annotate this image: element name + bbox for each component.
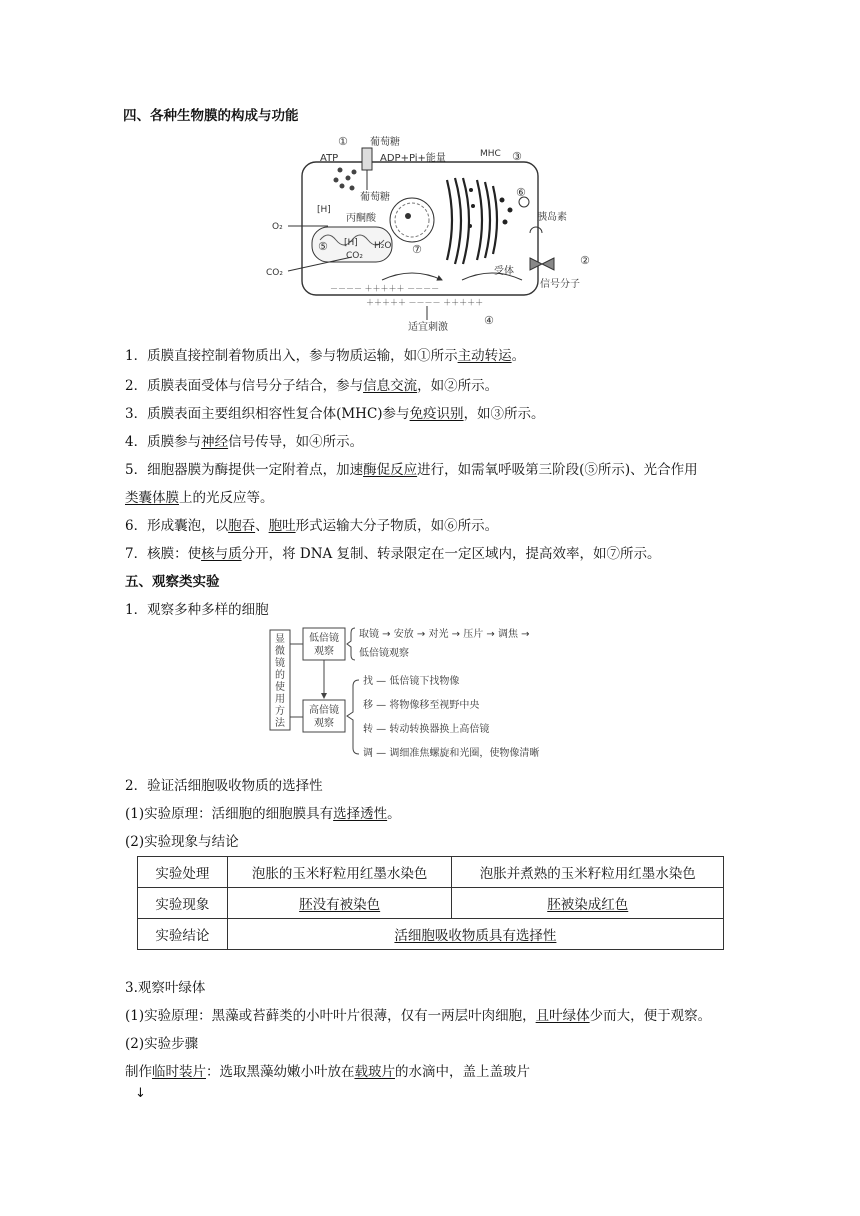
label-glucose-mid: 葡萄糖	[360, 192, 390, 203]
table-row: 实验处理 泡胀的玉米籽粒用红墨水染色 泡胀并煮熟的玉米籽粒用红墨水染色	[138, 857, 724, 888]
high-step-3: 转 — 转动转换器换上高倍镜	[363, 724, 490, 735]
label-n3: ③	[512, 150, 522, 163]
label-pyruvate: 丙酮酸	[346, 213, 376, 224]
label-n2: ②	[580, 254, 590, 267]
label-atp: ATP	[320, 153, 339, 164]
low-steps: 取镜 → 安放 → 对光 → 压片 → 调焦 →	[359, 629, 530, 640]
svg-text:方: 方	[275, 706, 285, 717]
svg-text:镜: 镜	[275, 658, 285, 669]
subsection-2: 2．验证活细胞吸收物质的选择性	[125, 778, 323, 794]
item-5-line1: 5．细胞器膜为酶提供一定附着点，加速酶促反应进行，如需氧呼吸第三阶段(⑤所示)、光合作用	[125, 462, 698, 478]
high-step-4: 调 — 调细准焦螺旋和光圈，使物像清晰	[363, 748, 540, 759]
svg-text:的: 的	[275, 670, 285, 681]
principle: (1)实验原理：活细胞的细胞膜具有选择透性。	[125, 806, 401, 822]
step-make-slide: 制作临时装片：选取黑藻幼嫩小叶放在载玻片的水滴中，盖上盖玻片	[125, 1064, 530, 1080]
label-co2-out: CO₂	[266, 268, 283, 278]
low-box-line2: 观察	[314, 646, 334, 657]
label-n4: ④	[484, 314, 494, 327]
svg-text:法: 法	[275, 718, 285, 729]
item-5-line2: 类囊体膜上的光反应等。	[125, 490, 274, 506]
item-1: 1．质膜直接控制着物质出入，参与物质运输，如①所示主动转运。	[125, 348, 526, 364]
item-3: 3．质膜表面主要组织相容性复合体(MHC)参与免疫识别，如③所示。	[125, 406, 545, 422]
item-7: 7．核膜：使核与质分开，将 DNA 复制、转录限定在一定区域内，提高效率，如⑦所示。	[125, 546, 661, 562]
subsection-3: 3.观察叶绿体	[125, 980, 206, 996]
down-arrow: ↓	[135, 1086, 146, 1101]
label-adp: ADP+Pi+能量	[380, 153, 446, 164]
table-row: 实验结论 活细胞吸收物质具有选择性	[138, 919, 724, 950]
svg-text:使: 使	[275, 682, 285, 693]
label-h2: [H]	[344, 238, 358, 248]
high-step-2: 移 — 将物像移至视野中央	[363, 700, 480, 711]
phenomena-heading: (2)实验现象与结论	[125, 834, 239, 850]
svg-text:微: 微	[275, 646, 285, 657]
label-n1: ①	[338, 135, 348, 148]
high-step-1: 找 — 低倍镜下找物像	[363, 676, 460, 687]
item-2: 2．质膜表面受体与信号分子结合，参与信息交流，如②所示。	[125, 378, 499, 394]
label-n7: ⑦	[412, 243, 422, 256]
label-n6: ⑥	[516, 186, 526, 199]
label-insulin: 胰岛素	[537, 212, 567, 223]
subsection-1: 1．观察多种多样的细胞	[125, 602, 269, 618]
label-charge-bottom: ＋＋＋＋＋ －－－－ ＋＋＋＋＋	[366, 298, 484, 307]
high-box-line2: 观察	[314, 718, 334, 729]
microscope-flowchart	[265, 622, 590, 762]
label-mhc: MHC	[480, 149, 501, 159]
section-title-observation: 五、观察类实验	[125, 574, 220, 590]
label-glucose-top: 葡萄糖	[370, 137, 400, 148]
membrane-function-figure	[262, 130, 594, 338]
label-receptor: 受体	[494, 266, 514, 277]
section-title-membranes: 四、各种生物膜的构成与功能	[123, 108, 299, 124]
low-box-line1: 低倍镜	[309, 633, 339, 644]
label-co2-in: CO₂	[346, 251, 363, 261]
svg-text:显: 显	[275, 634, 285, 645]
label-charge-top: －－－－ ＋＋＋＋＋ －－－－	[330, 284, 440, 293]
label-stimulus: 适宜刺激	[408, 322, 448, 333]
label-signal: 信号分子	[540, 279, 580, 290]
high-box-line1: 高倍镜	[309, 705, 339, 716]
label-o2: O₂	[272, 222, 283, 232]
low-steps-2: 低倍镜观察	[359, 648, 409, 659]
item-4: 4．质膜参与神经信号传导，如④所示。	[125, 434, 364, 450]
steps-heading: (2)实验步骤	[125, 1036, 199, 1052]
item-6: 6．形成囊泡，以胞吞、胞吐形式运输大分子物质，如⑥所示。	[125, 518, 499, 534]
label-h1: [H]	[317, 205, 331, 215]
label-h2o: H₂O	[374, 241, 392, 251]
chloroplast-principle: (1)实验原理：黑藻或苔藓类的小叶叶片很薄，仅有一两层叶肉细胞，且叶绿体少而大，便于观察。	[125, 1008, 712, 1024]
experiment-table	[137, 856, 724, 950]
label-n5: ⑤	[318, 240, 328, 253]
svg-text:用: 用	[275, 694, 285, 705]
table-row: 实验现象 胚没有被染色 胚被染成红色	[138, 888, 724, 919]
